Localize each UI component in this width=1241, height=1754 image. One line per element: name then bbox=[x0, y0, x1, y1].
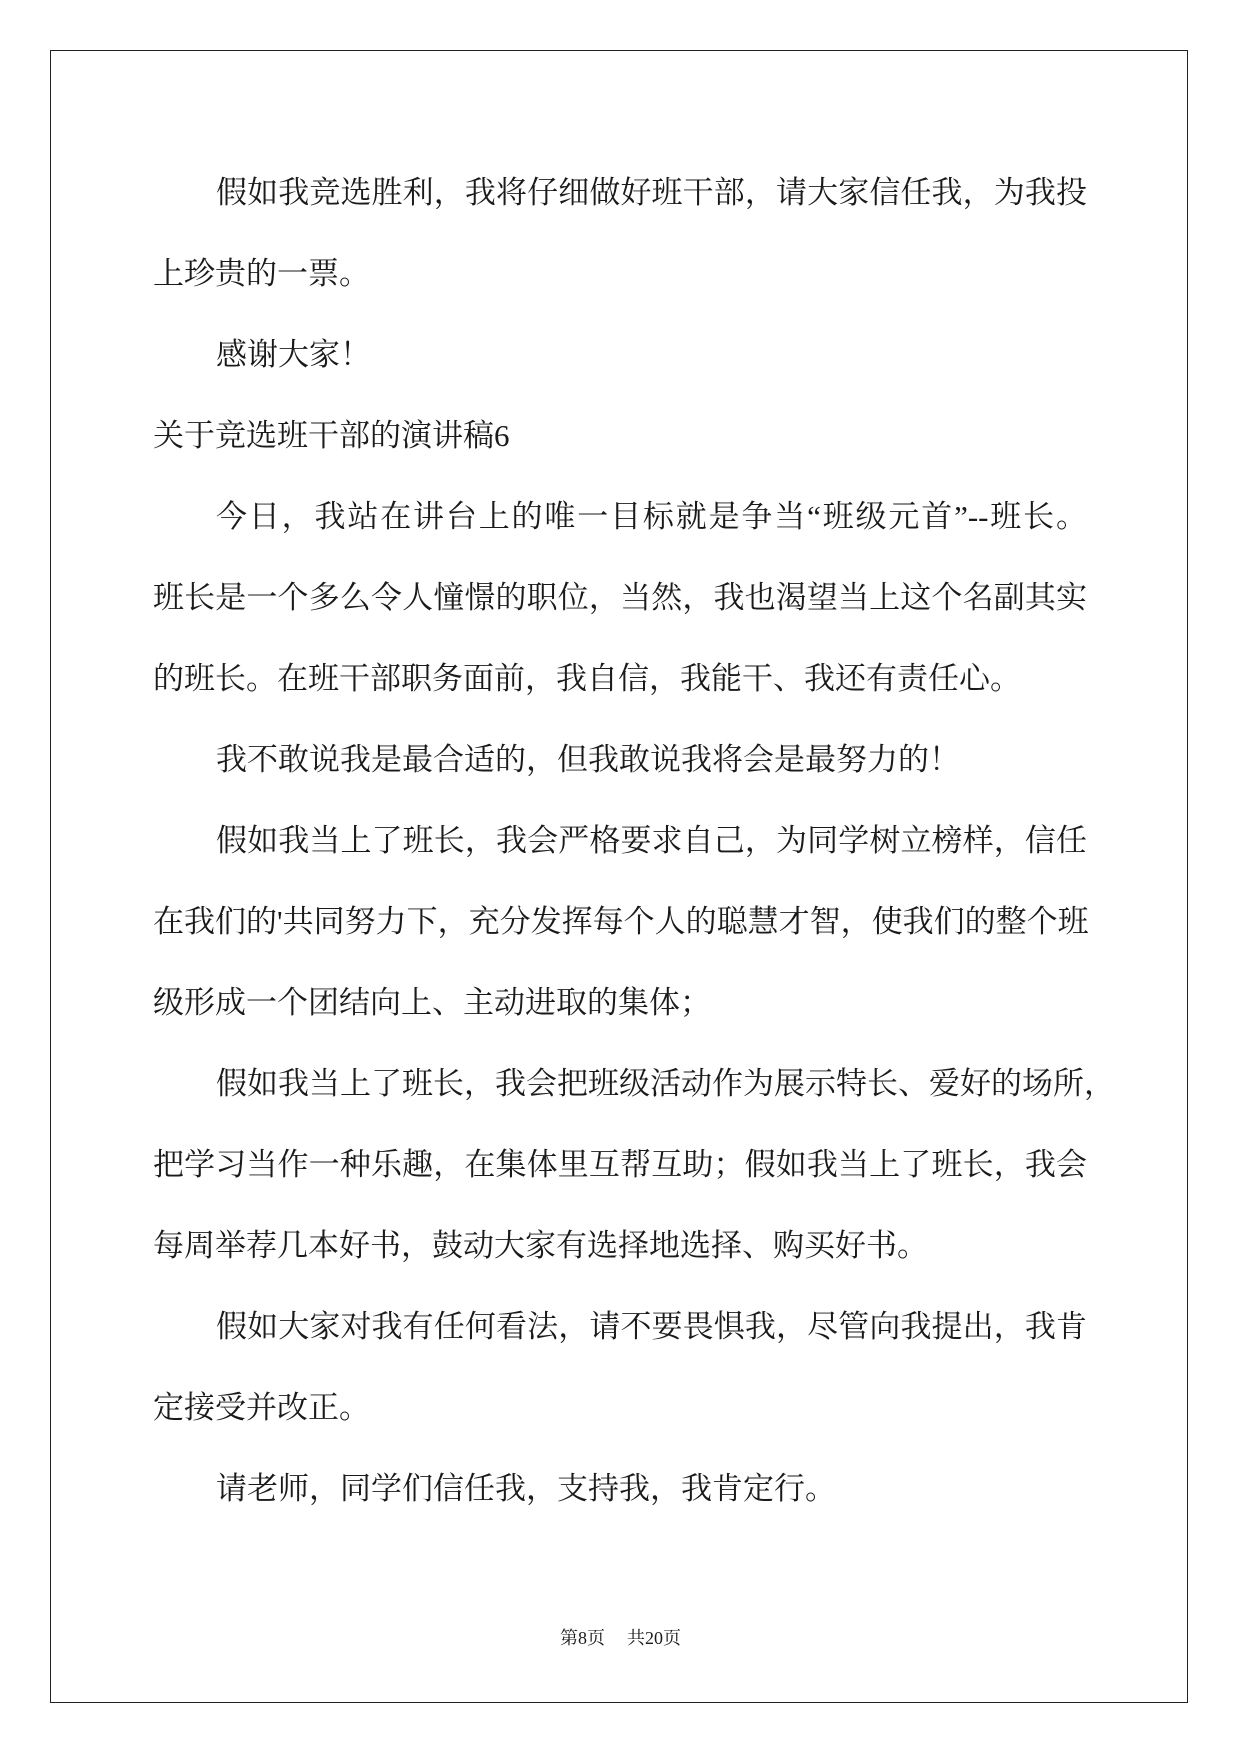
text-line: 我不敢说我是最合适的，但我敢说我将会是最努力的！ bbox=[216, 742, 960, 777]
text-line: 把学习当作一种乐趣，在集体里互帮互助；假如我当上了班长，我会 bbox=[153, 1147, 1087, 1182]
text-line: 级形成一个团结向上、主动进取的集体； bbox=[153, 985, 711, 1020]
text-line: 假如我当上了班长，我会严格要求自己，为同学树立榜样，信任 bbox=[216, 823, 1087, 858]
paragraph bbox=[153, 800, 1087, 1043]
text-line: 假如我竞选胜利，我将仔细做好班干部，请大家信任我，为我投 bbox=[216, 175, 1087, 210]
text-line: 请老师，同学们信任我，支持我，我肯定行。 bbox=[216, 1471, 836, 1506]
paragraph bbox=[153, 476, 1087, 719]
paragraph bbox=[153, 1286, 1087, 1448]
text-line: 班长是一个多么令人憧憬的职位，当然，我也渴望当上这个名副其实 bbox=[153, 580, 1087, 615]
text-line: 定接受并改正。 bbox=[153, 1390, 370, 1425]
text-line: 每周举荐几本好书，鼓动大家有选择地选择、购买好书。 bbox=[153, 1228, 928, 1263]
page-number: 第8页 bbox=[560, 1628, 605, 1648]
text-line: 假如大家对我有任何看法，请不要畏惧我，尽管向我提出，我肯 bbox=[216, 1309, 1087, 1344]
page-total: 共20页 bbox=[627, 1628, 681, 1648]
document-body bbox=[153, 152, 1115, 1529]
section-heading bbox=[153, 395, 1087, 476]
text-line: 感谢大家！ bbox=[216, 337, 371, 372]
text-line: 今日，我站在讲台上的唯一目标就是争当“班级元首”--班长。 bbox=[216, 499, 1087, 534]
text-line: 上珍贵的一票。 bbox=[153, 256, 370, 291]
paragraph bbox=[153, 152, 1087, 314]
paragraph bbox=[153, 1448, 1087, 1529]
paragraph bbox=[153, 314, 1087, 395]
text-line: 假如我当上了班长，我会把班级活动作为展示特长、爱好的场所， bbox=[216, 1066, 1115, 1101]
text-line: 关于竞选班干部的演讲稿6 bbox=[153, 418, 510, 453]
text-line: 在我们的'共同努力下，充分发挥每个人的聪慧才智，使我们的整个班 bbox=[153, 904, 1089, 939]
paragraph bbox=[153, 1043, 1115, 1286]
text-line: 的班长。在班干部职务面前，我自信，我能干、我还有责任心。 bbox=[153, 661, 1021, 696]
paragraph bbox=[153, 719, 1087, 800]
page-footer bbox=[0, 1626, 1241, 1650]
